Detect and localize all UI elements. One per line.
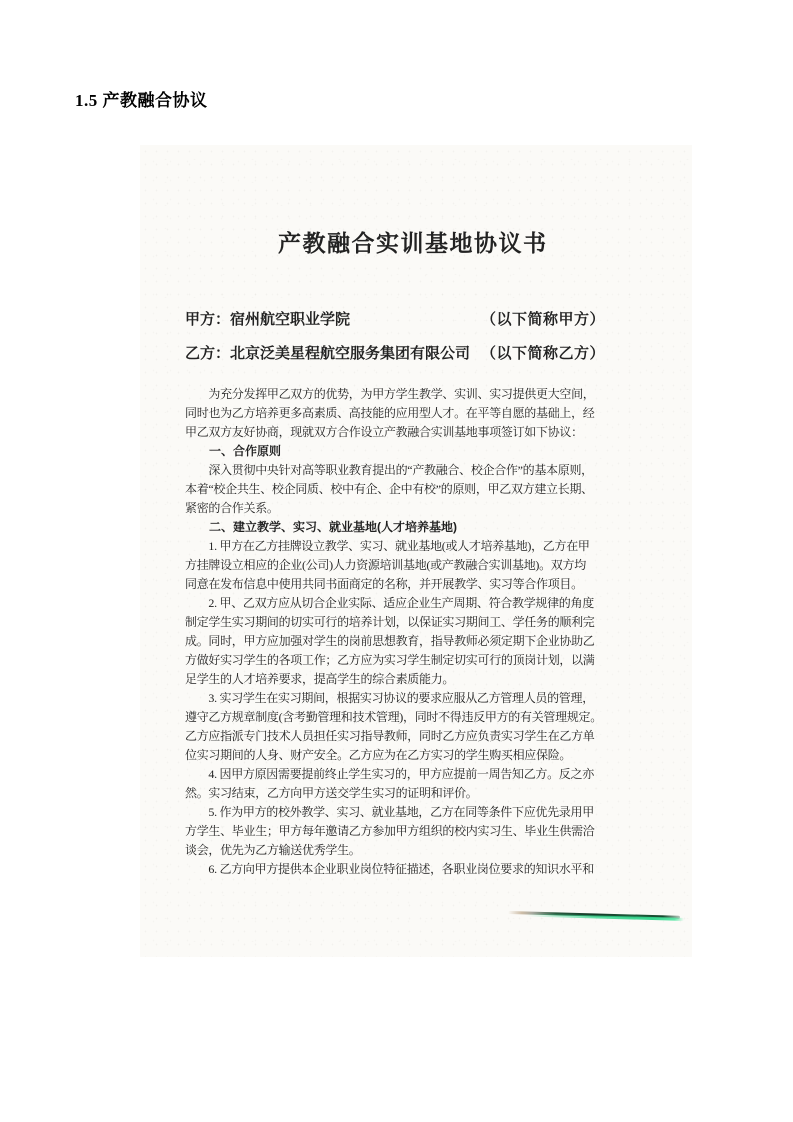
contract-line: 同意在发布信息中使用共同书面商定的名称，并开展教学、实习等合作项目。	[185, 577, 583, 591]
party-a-line	[185, 308, 680, 328]
party-b-alias: （以下简称乙方）	[481, 345, 606, 362]
contract-line: 紧密的合作关系。	[185, 501, 279, 515]
contract-line: 3. 实习学生在实习期间，根据实习协议的要求应服从乙方管理人员的管理，	[185, 691, 594, 705]
agreement-body-text	[185, 385, 605, 879]
contract-line: 位实习期间的人身、财产安全。乙方应为在乙方实习的学生购买相应保险。	[185, 748, 572, 762]
contract-line: 2. 甲、乙双方应从切合企业实际、适应企业生产周期、符合教学规律的角度	[185, 596, 594, 610]
contract-line: 方挂牌设立相应的企业(公司)人力资源培训基地(或产教融合实训基地)。双方均	[185, 558, 586, 572]
party-a-name: 甲方：宿州航空职业学院	[185, 311, 351, 328]
green-highlight-stroke	[508, 910, 680, 923]
contract-line: 1. 甲方在乙方挂牌设立教学、实习、就业基地(或人才培养基地)，乙方在甲	[185, 539, 590, 553]
contract-line: 同时也为乙方培养更多高素质、高技能的应用型人才。在平等自愿的基础上，经	[185, 406, 595, 420]
contract-line: 成。同时，甲方应加强对学生的岗前思想教育，指导教师必须定期下企业协助乙	[185, 634, 595, 648]
contract-line: 甲乙双方友好协商，现就双方合作设立产教融合实训基地事项签订如下协议：	[185, 425, 583, 439]
contract-line: 遵守乙方规章制度(含考勤管理和技术管理)，同时不得违反甲方的有关管理规定。	[185, 710, 602, 724]
contract-line: 为充分发挥甲乙双方的优势，为甲方学生教学、实训、实习提供更大空间，	[185, 387, 595, 401]
contract-line: 谈会，优先为乙方输送优秀学生。	[185, 843, 361, 857]
contract-line: 6. 乙方向甲方提供本企业职业岗位特征描述，各职业岗位要求的知识水平和	[185, 862, 594, 876]
contract-line: 方学生、毕业生；甲方每年邀请乙方参加甲方组织的校内实习生、毕业生供需洽	[185, 824, 595, 838]
contract-line: 然。实习结束，乙方向甲方送交学生实习的证明和评价。	[185, 786, 478, 800]
contract-line: 一、合作原则	[185, 444, 282, 458]
party-a-alias: （以下简称甲方）	[481, 311, 606, 328]
contract-line: 5. 作为甲方的校外教学、实习、就业基地，乙方在同等条件下应优先录用甲	[185, 805, 594, 819]
contract-line: 4. 因甲方原因需要提前终止学生实习的，甲方应提前一周告知乙方。反之亦	[185, 767, 594, 781]
party-b-name: 乙方：北京泛美星程航空服务集团有限公司	[185, 345, 471, 362]
contract-line: 方做好实习学生的各项工作；乙方应为实习学生制定切实可行的顶岗计划，以满	[185, 653, 595, 667]
contract-line: 二、建立教学、实习、就业基地(人才培养基地)	[185, 520, 457, 534]
contract-line: 深入贯彻中央针对高等职业教育提出的“产教融合、校企合作”的基本原则，	[185, 463, 593, 477]
contract-line: 本着“校企共生、校企同质、校中有企、企中有校”的原则，甲乙双方建立长期、	[185, 482, 593, 496]
contract-line: 足学生的人才培养要求，提高学生的综合素质能力。	[185, 672, 455, 686]
party-b-line	[185, 342, 680, 362]
contract-line: 制定学生实习期间的切实可行的培养计划，以保证实习期间工、学任务的顺利完	[185, 615, 595, 629]
agreement-title: 产教融合实训基地协议书	[278, 230, 548, 256]
scanned-agreement-image	[140, 145, 692, 957]
section-heading: 1.5 产教融合协议	[75, 91, 208, 110]
contract-line: 乙方应指派专门技术人员担任实习指导教师，同时乙方应负责实习学生在乙方单	[185, 729, 595, 743]
